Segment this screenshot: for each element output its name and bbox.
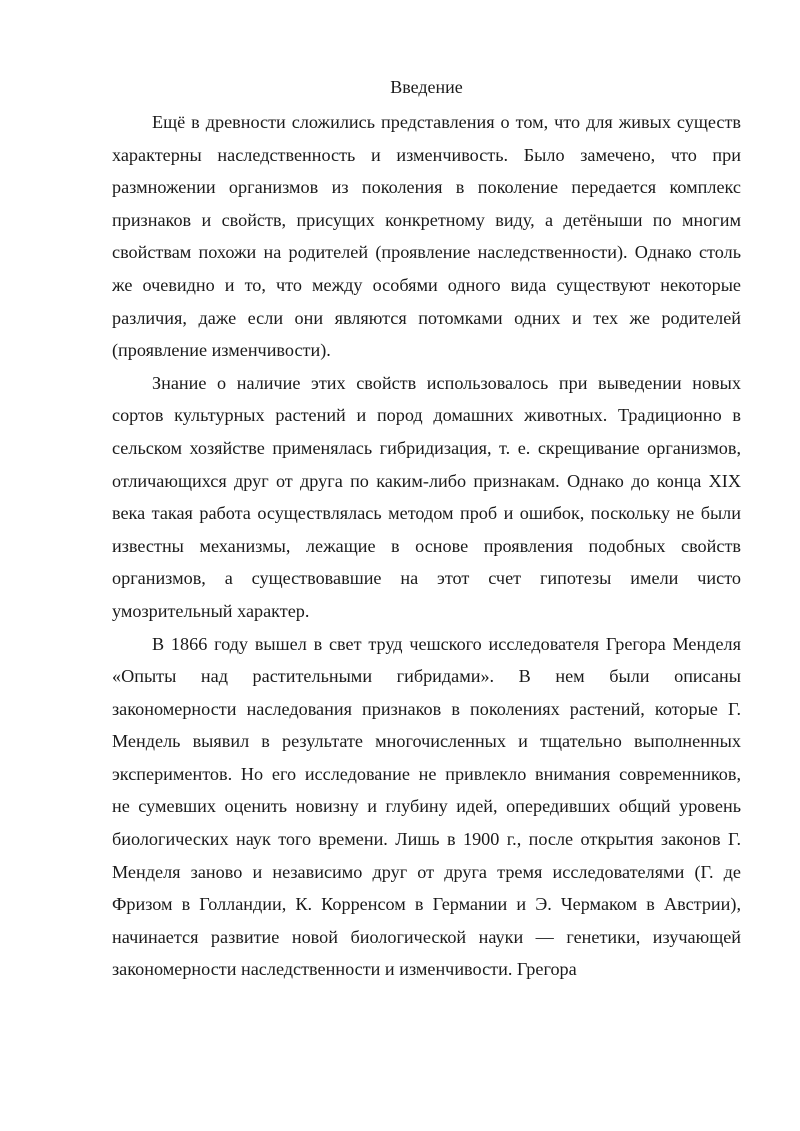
paragraph [112,628,741,987]
text-line: «Опыты над растительными гибридами». В нем были описаны [112,666,741,687]
text-line: начинается развитие новой биологической науки — генетики, изучающей [112,926,741,947]
paragraph [112,367,741,628]
text-line: В 1866 году вышел в свет труд чешского исследователя Грегора Менделя [152,633,741,654]
text-line: известны механизмы, лежащие в основе проявления подобных свойств [112,535,741,556]
text-line: сельском хозяйстве применялась гибридизация, т. е. скрещивание организмов, [112,437,741,458]
text-line: закономерности наследственности и изменчивости. Грегора [112,959,577,980]
text-line: сортов культурных растений и пород домашних животных. Традиционно в [112,405,741,426]
text-line: Ещё в древности сложились представления о том, что для живых существ [152,112,741,132]
paragraph [112,106,741,367]
document-body [112,74,741,986]
text-line: же очевидно и то, что между особями одного вида существуют некоторые [112,274,741,295]
text-line: отличающихся друг от друга по каким-либо признакам. Однако до конца XIX [112,470,741,491]
text-line: экспериментов. Но его исследование не привлекло внимания современников, [112,763,741,784]
text-line: не сумевших оценить новизну и глубину идей, опередивших общий уровень [112,796,741,817]
text-line: биологических наук того времени. Лишь в 1900 г., после открытия законов Г. [112,829,741,850]
text-line: организмов, а существовавшие на этот счет гипотезы имели чисто [112,568,741,589]
text-line: Менделя заново и независимо друг от друга тремя исследователями (Г. де [112,861,741,882]
text-line: признаков и свойств, присущих конкретному виду, а детёныши по многим [112,209,741,230]
text-line: (проявление изменчивости). [112,340,331,361]
text-line: Фризом в Голландии, К. Корренсом в Германии и Э. Чермаком в Австрии), [112,894,741,915]
text-line: свойствам похожи на родителей (проявление наследственности). Однако столь [112,242,741,263]
text-line: Знание о наличие этих свойств использовалось при выведении новых [152,372,741,393]
text-line: размножении организмов из поколения в поколение передается комплекс [112,177,741,198]
text-line: Мендель выявил в результате многочисленных и тщательно выполненных [112,731,741,752]
text-line: умозрительный характер. [112,600,310,621]
text-line: характерны наследственность и изменчивость. Было замечено, что при [112,144,741,165]
page-title: Введение [390,77,463,97]
text-line: различия, даже если они являются потомками одних и тех же родителей [112,307,741,328]
text-line: закономерности наследования признаков в поколениях растений, которые Г. [112,698,741,719]
text-line: века такая работа осуществлялась методом проб и ошибок, поскольку не были [112,503,741,524]
